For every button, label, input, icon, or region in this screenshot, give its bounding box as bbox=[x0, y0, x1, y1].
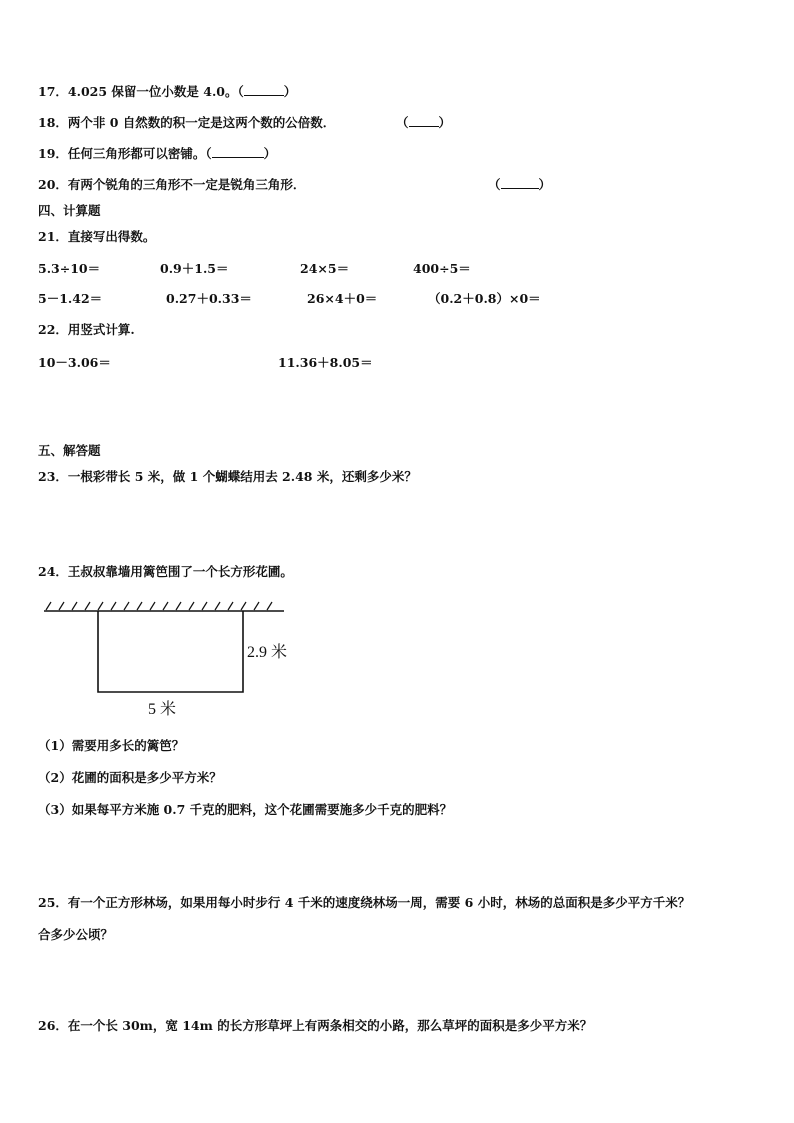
question-24-sub-1: （1）需要用多长的篱笆？ bbox=[38, 738, 185, 753]
calc-item: 5－1.42＝ bbox=[38, 291, 103, 306]
section-heading-word-problems: 五、解答题 bbox=[38, 443, 101, 458]
vertical-calc-item: 10－3.06＝ bbox=[38, 355, 111, 370]
question-18-text: 18．两个非 0 自然数的积一定是这两个数的公倍数． bbox=[38, 115, 336, 130]
garden-figure bbox=[40, 596, 310, 730]
question-24-sub-2: （2）花圃的面积是多少平方米？ bbox=[38, 770, 222, 785]
width-label: 5 米 bbox=[148, 701, 177, 718]
calc-item: （0.2＋0.8）×0＝ bbox=[428, 291, 541, 306]
question-20-text: 20．有两个锐角的三角形不一定是锐角三角形． bbox=[38, 177, 306, 192]
question-20-answer bbox=[488, 177, 551, 193]
question-23: 23．一根彩带长 5 米，做 1 个蝴蝶结用去 2.48 米，还剩多少米？ bbox=[38, 469, 417, 484]
question-17-text: 17．4.025 保留一位小数是 4.0。（ bbox=[38, 84, 244, 99]
fence-rectangle bbox=[98, 611, 243, 692]
question-18 bbox=[38, 115, 335, 131]
question-18-close: ） bbox=[438, 115, 452, 130]
section-heading-calculation: 四、计算题 bbox=[38, 203, 101, 218]
calc-item: 5.3÷10＝ bbox=[38, 261, 101, 276]
calc-item: 400÷5＝ bbox=[413, 261, 471, 276]
answer-blank-18[interactable] bbox=[409, 115, 439, 127]
question-22: 22．用竖式计算. bbox=[38, 322, 135, 337]
question-20 bbox=[38, 177, 305, 193]
question-18-open: （ bbox=[396, 115, 409, 130]
question-24-sub-3: （3）如果每平方米施 0.7 千克的肥料，这个花圃需要施多少千克的肥料？ bbox=[38, 802, 453, 817]
answer-blank-17[interactable] bbox=[244, 84, 284, 96]
vertical-calc-item: 11.36＋8.05＝ bbox=[278, 355, 373, 370]
wall-hatching bbox=[46, 602, 272, 610]
question-19 bbox=[38, 146, 276, 162]
question-25-line-2: 合多少公顷？ bbox=[38, 927, 114, 942]
question-24: 24．王叔叔靠墙用篱笆围了一个长方形花圃。 bbox=[38, 564, 293, 579]
calc-item: 24×5＝ bbox=[300, 261, 350, 276]
question-26: 26．在一个长 30m，宽 14m 的长方形草坪上有两条相交的小路，那么草坪的面积是多少平方米？ bbox=[38, 1018, 593, 1033]
height-label: 2.9 米 bbox=[247, 644, 288, 661]
question-20-open: （ bbox=[488, 177, 501, 192]
answer-blank-19[interactable] bbox=[212, 146, 264, 158]
calc-item: 0.9＋1.5＝ bbox=[160, 261, 229, 276]
question-19-text: 19．任何三角形都可以密铺。（ bbox=[38, 146, 212, 161]
question-17 bbox=[38, 84, 296, 100]
calc-item: 26×4＋0＝ bbox=[307, 291, 378, 306]
question-20-close: ） bbox=[538, 177, 552, 192]
question-25-line-1: 25．有一个正方形林场，如果用每小时步行 4 千米的速度绕林场一周，需要 6 小时，林场的总面积是多少平方千米？ bbox=[38, 895, 691, 910]
question-21: 21．直接写出得数。 bbox=[38, 229, 156, 244]
garden-diagram bbox=[40, 596, 310, 726]
question-19-close: ） bbox=[263, 146, 277, 161]
answer-blank-20[interactable] bbox=[501, 177, 539, 189]
question-18-answer bbox=[396, 115, 451, 131]
calc-item: 0.27＋0.33＝ bbox=[166, 291, 252, 306]
question-17-close: ） bbox=[283, 84, 297, 99]
